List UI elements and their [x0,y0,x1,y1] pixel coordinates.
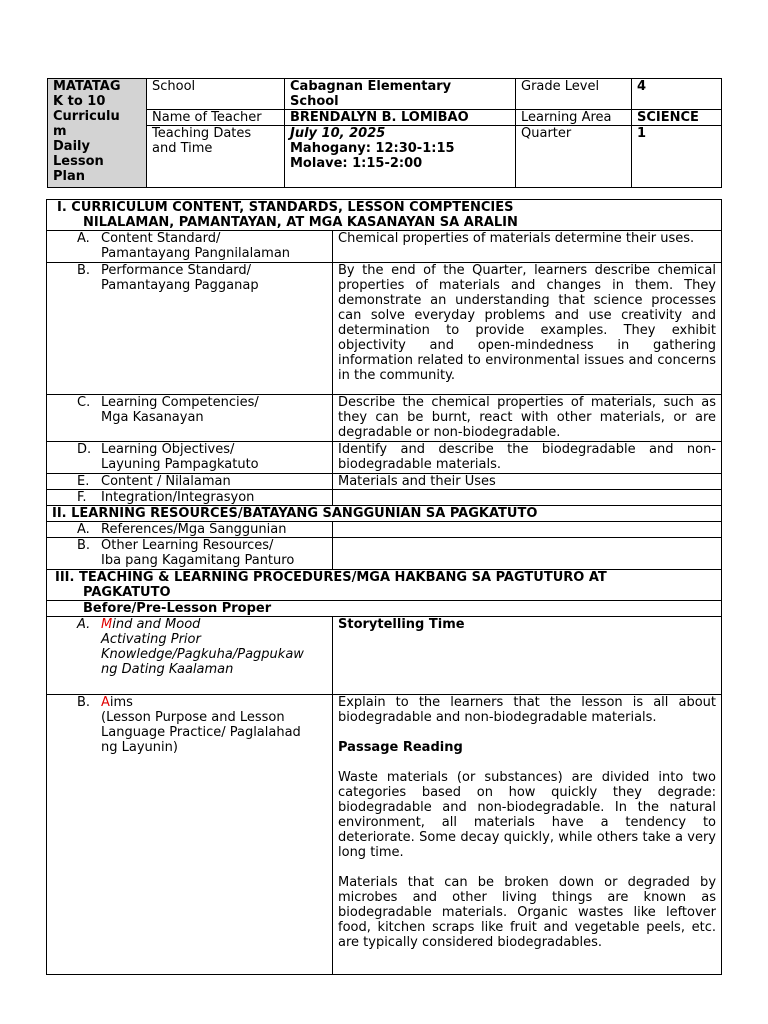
performance-standard-value: By the end of the Quarter, learners describe chemical properties of materials and changes in them. They demonstrate an understanding that science processes can solve everyday problems and use creativity and determination to provide examples. They exhibit objectivity and open-mindedness in gathering information related to environmental issues and concerns in the community. [333,263,722,395]
item-letter: B. [77,538,91,553]
section-1-header [47,200,722,231]
highlight-letter: A [101,695,110,710]
quarter-label: Quarter [516,126,632,188]
brand-line: m [53,124,67,139]
time-slot: Molave: 1:15-2:00 [290,156,423,171]
dates-value [285,126,516,188]
brand-line: K to 10 [53,94,106,109]
curriculum-brand [48,79,147,188]
item-label: Language Practice/ Paglalahad [101,725,301,740]
section-2-header: II. LEARNING RESOURCES/BATAYANG SANGGUNIAN SA PAGKATUTO [47,506,722,522]
learning-objectives-label [47,442,333,474]
item-letter: B. [77,263,91,278]
school-label: School [147,79,285,110]
item-label: Learning Objectives/ [101,442,235,457]
mind-and-mood-label [47,617,333,695]
grade-value: 4 [632,79,722,110]
learning-competencies-label [47,395,333,442]
item-label: References/Mga Sanggunian [101,522,287,537]
school-value-line: Cabagnan Elementary [290,79,452,94]
area-label: Learning Area [516,110,632,126]
item-letter: C. [77,395,91,410]
item-label: Iba pang Kagamitang Panturo [101,553,295,568]
references-value [333,522,722,538]
section-title: NILALAMAN, PAMANTAYAN, AT MGA KASANAYAN SA ARALIN [83,215,518,230]
item-letter: A. [77,231,90,246]
item-letter: B. [77,695,91,710]
mind-and-mood-value: Storytelling Time [333,617,722,695]
teacher-label: Name of Teacher [147,110,285,126]
grade-label: Grade Level [516,79,632,110]
item-label: Mga Kasanayan [101,410,204,425]
item-label: Knowledge/Pagkuha/Pagpukaw [101,647,304,662]
item-label: Pamantayang Pagganap [101,278,259,293]
content-value: Materials and their Uses [333,474,722,490]
content-standard-value: Chemical properties of materials determine their uses. [333,231,722,263]
section-3-header [47,570,722,601]
school-value [285,79,516,110]
passage-paragraph: Waste materials (or substances) are divided into two categories based on how quickly they degrade: biodegradable and non-biodegradable. In the natural environment, all materials have a tendency to deteriorate. Some decay quickly, while others take a very long time. [338,770,717,860]
item-letter: D. [77,442,92,457]
other-resources-value [333,538,722,570]
quarter-value: 1 [632,126,722,188]
passage-paragraph: Materials that can be broken down or degraded by microbes and other living things are known as biodegradable materials. Organic wastes like leftover food, kitchen scraps like fruit and vegetable peels, etc. are typically considered biodegradables. [338,875,717,950]
date-value: July 10, 2025 [290,126,386,141]
content-standard-label [47,231,333,263]
aims-label [47,695,333,975]
brand-line: Curriculu [53,109,120,124]
learning-objectives-value: Identify and describe the biodegradable and non-biodegradable materials. [333,442,722,474]
item-label: Other Learning Resources/ [101,538,274,553]
time-slot: Mahogany: 12:30-1:15 [290,141,455,156]
passage-reading-heading: Passage Reading [338,740,463,755]
item-label: Layuning Pampagkatuto [101,457,259,472]
aims-paragraph: Explain to the learners that the lesson is all about biodegradable and non-biodegradable materials. [338,695,717,725]
lesson-plan-table [46,199,722,975]
brand-line: Lesson [53,154,104,169]
section-title: PAGKATUTO [83,585,171,600]
item-label: Performance Standard/ [101,263,252,278]
header-table [47,78,722,188]
content-label [47,474,333,490]
highlight-letter: M [101,617,113,632]
item-letter: F. [77,490,87,505]
dates-label-line: Teaching Dates [152,126,252,141]
item-label: Learning Competencies/ [101,395,259,410]
dates-label-line: and Time [152,141,213,156]
item-label: (Lesson Purpose and Lesson [101,710,285,725]
item-label: ng Dating Kaalaman [101,662,234,677]
item-label: Pamantayang Pangnilalaman [101,246,291,261]
school-value-line: School [290,94,339,109]
item-label: ind and Mood [112,617,201,632]
pre-lesson-subheading: Before/Pre-Lesson Proper [47,601,722,617]
brand-line: MATATAG [53,79,121,94]
item-label: ng Layunin) [101,740,178,755]
item-letter: A. [77,617,91,632]
teacher-value: BRENDALYN B. LOMIBAO [285,110,516,126]
performance-standard-label [47,263,333,395]
item-letter: E. [77,474,90,489]
references-label [47,522,333,538]
brand-line: Daily [53,139,90,154]
area-value: SCIENCE [632,110,722,126]
item-letter: A. [77,522,90,537]
other-resources-label [47,538,333,570]
aims-value [333,695,722,975]
learning-competencies-value: Describe the chemical properties of materials, such as they can be burnt, react with other materials, or are degradable or non-biodegradable. [333,395,722,442]
section-title: I. CURRICULUM CONTENT, STANDARDS, LESSON COMPTENCIES [57,200,514,215]
dates-label [147,126,285,188]
item-label: Content Standard/ [101,231,221,246]
integration-label [47,490,333,506]
integration-value [333,490,722,506]
item-label: ims [109,695,133,710]
brand-line: Plan [53,169,86,184]
item-label: Content / Nilalaman [101,474,231,489]
section-title: III. TEACHING & LEARNING PROCEDURES/MGA HAKBANG SA PAGTUTURO AT [55,570,607,585]
item-label: Activating Prior [101,632,201,647]
item-label: Integration/Integrasyon [101,490,255,505]
